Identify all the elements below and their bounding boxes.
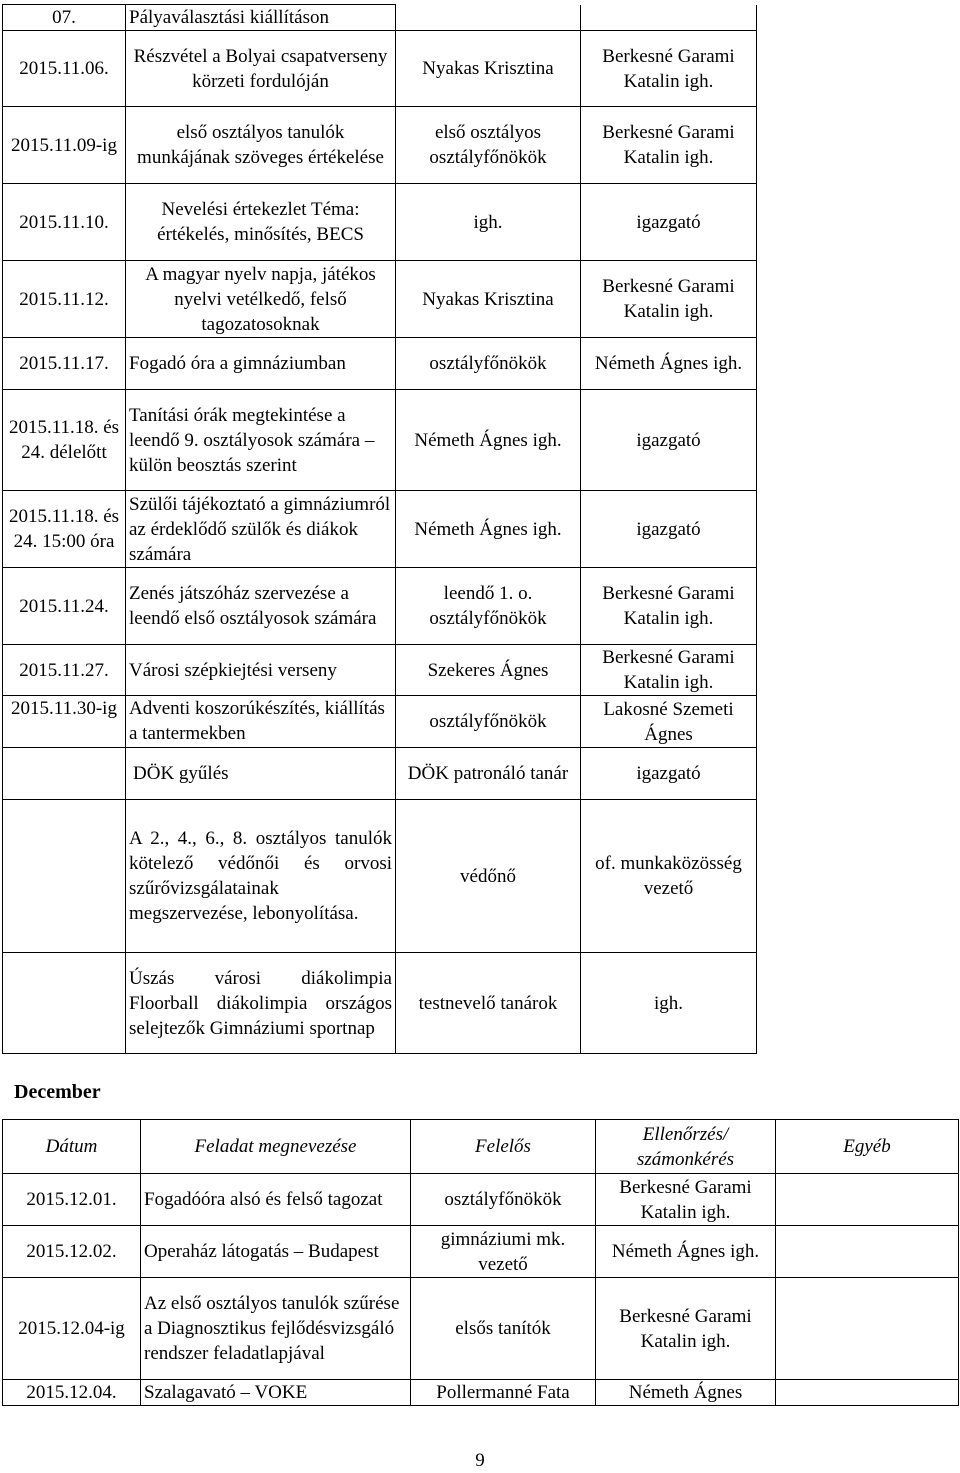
check-cell: Berkesné Garami Katalin igh. xyxy=(581,645,757,696)
date-cell: 2015.11.24. xyxy=(3,568,126,645)
task-cell: Városi szépkiejtési verseny xyxy=(126,645,396,696)
table-row xyxy=(3,1380,959,1406)
check-cell: igazgató xyxy=(581,748,757,800)
task-cell: A magyar nyelv napja, játékos nyelvi vetélkedő, felső tagozatosoknak xyxy=(126,261,396,338)
task-cell: Szülői tájékoztató a gimnáziumról az érdeklődő szülők és diákok számára xyxy=(126,491,396,568)
responsible-cell: igh. xyxy=(396,184,581,261)
task-cell: Operaház látogatás – Budapest xyxy=(141,1226,411,1278)
other-cell xyxy=(757,5,959,1054)
date-cell: 2015.11.30-ig xyxy=(3,696,126,748)
header-date: Dátum xyxy=(3,1120,141,1174)
table-header-row xyxy=(3,1120,959,1174)
check-cell: igazgató xyxy=(581,184,757,261)
table-row xyxy=(3,1278,959,1380)
check-cell: of. munkaközösség vezető xyxy=(581,800,757,953)
responsible-cell: Németh Ágnes igh. xyxy=(396,390,581,491)
responsible-cell: elsős tanítók xyxy=(411,1278,596,1380)
check-cell xyxy=(581,5,757,31)
date-cell: 2015.11.27. xyxy=(3,645,126,696)
check-cell: Lakosné Szemeti Ágnes xyxy=(581,696,757,748)
task-cell: Fogadóóra alsó és felső tagozat xyxy=(141,1174,411,1226)
responsible-cell: osztályfőnökök xyxy=(411,1174,596,1226)
task-cell: Fogadó óra a gimnáziumban xyxy=(126,338,396,390)
responsible-cell: Németh Ágnes igh. xyxy=(396,491,581,568)
date-cell xyxy=(3,800,126,953)
task-cell: Nevelési értekezlet Téma: értékelés, minősítés, BECS xyxy=(126,184,396,261)
date-cell xyxy=(3,748,126,800)
responsible-cell: Nyakas Krisztina xyxy=(396,31,581,107)
check-cell: Berkesné Garami Katalin igh. xyxy=(596,1174,776,1226)
check-cell: Németh Ágnes igh. xyxy=(581,338,757,390)
task-cell: Pályaválasztási kiállításon xyxy=(126,5,396,31)
check-cell: igh. xyxy=(581,953,757,1054)
check-cell: Berkesné Garami Katalin igh. xyxy=(581,261,757,338)
other-cell xyxy=(776,1174,959,1226)
date-cell: 2015.11.18. és 24. délelőtt xyxy=(3,390,126,491)
date-cell: 2015.11.12. xyxy=(3,261,126,338)
task-cell: DÖK gyűlés xyxy=(126,748,396,800)
page-number: 9 xyxy=(475,1450,485,1471)
table-row xyxy=(3,1174,959,1226)
responsible-cell: első osztályos osztályfőnökök xyxy=(396,107,581,184)
date-cell: 07. xyxy=(3,5,126,31)
header-other: Egyéb xyxy=(776,1120,959,1174)
task-cell: Szalagavató – VOKE xyxy=(141,1380,411,1406)
date-cell: 2015.12.04-ig xyxy=(3,1278,141,1380)
date-cell: 2015.12.01. xyxy=(3,1174,141,1226)
task-cell: első osztályos tanulók munkájának szöveges értékelése xyxy=(126,107,396,184)
december-schedule-table xyxy=(2,1119,959,1406)
other-cell xyxy=(776,1226,959,1278)
other-cell xyxy=(776,1380,959,1406)
responsible-cell: Szekeres Ágnes xyxy=(396,645,581,696)
task-cell: A 2., 4., 6., 8. osztályos tanulók kötelező védőnői és orvosi szűrővizsgálatainak megszervezése, lebonyolítása. xyxy=(126,800,396,953)
responsible-cell xyxy=(396,5,581,31)
responsible-cell: osztályfőnökök xyxy=(396,696,581,748)
date-cell: 2015.12.04. xyxy=(3,1380,141,1406)
responsible-cell: DÖK patronáló tanár xyxy=(396,748,581,800)
responsible-cell: gimnáziumi mk. vezető xyxy=(411,1226,596,1278)
date-cell: 2015.12.02. xyxy=(3,1226,141,1278)
header-responsible: Felelős xyxy=(411,1120,596,1174)
date-cell xyxy=(3,953,126,1054)
date-cell: 2015.11.17. xyxy=(3,338,126,390)
month-heading: December xyxy=(14,1081,101,1103)
header-check: Ellenőrzés/ számonkérés xyxy=(596,1120,776,1174)
responsible-cell: testnevelő tanárok xyxy=(396,953,581,1054)
responsible-cell: osztályfőnökök xyxy=(396,338,581,390)
table-row xyxy=(3,1226,959,1278)
table-row xyxy=(3,5,959,31)
check-cell: igazgató xyxy=(581,491,757,568)
date-cell: 2015.11.18. és 24. 15:00 óra xyxy=(3,491,126,568)
date-cell: 2015.11.06. xyxy=(3,31,126,107)
check-cell: Berkesné Garami Katalin igh. xyxy=(596,1278,776,1380)
check-cell: igazgató xyxy=(581,390,757,491)
november-schedule-table xyxy=(2,4,959,1054)
date-cell: 2015.11.10. xyxy=(3,184,126,261)
responsible-cell: védőnő xyxy=(396,800,581,953)
check-cell: Németh Ágnes xyxy=(596,1380,776,1406)
responsible-cell: Nyakas Krisztina xyxy=(396,261,581,338)
responsible-cell: leendő 1. o. osztályfőnökök xyxy=(396,568,581,645)
check-cell: Berkesné Garami Katalin igh. xyxy=(581,107,757,184)
date-cell: 2015.11.09-ig xyxy=(3,107,126,184)
task-cell: Részvétel a Bolyai csapatverseny körzeti fordulóján xyxy=(126,31,396,107)
task-cell: Úszás városi diákolimpia Floorball diákolimpia országos selejtezők Gimnáziumi sportnap xyxy=(126,953,396,1054)
task-cell: Adventi koszorúkészítés, kiállítás a tantermekben xyxy=(126,696,396,748)
task-cell: Az első osztályos tanulók szűrése a Diagnosztikus fejlődésvizsgáló rendszer feladatlapjával xyxy=(141,1278,411,1380)
check-cell: Berkesné Garami Katalin igh. xyxy=(581,31,757,107)
responsible-cell: Pollermanné Fata xyxy=(411,1380,596,1406)
check-cell: Németh Ágnes igh. xyxy=(596,1226,776,1278)
other-cell xyxy=(776,1278,959,1380)
check-cell: Berkesné Garami Katalin igh. xyxy=(581,568,757,645)
task-cell: Zenés játszóház szervezése a leendő első osztályosok számára xyxy=(126,568,396,645)
task-cell: Tanítási órák megtekintése a leendő 9. osztályosok számára – külön beosztás szerint xyxy=(126,390,396,491)
header-task: Feladat megnevezése xyxy=(141,1120,411,1174)
